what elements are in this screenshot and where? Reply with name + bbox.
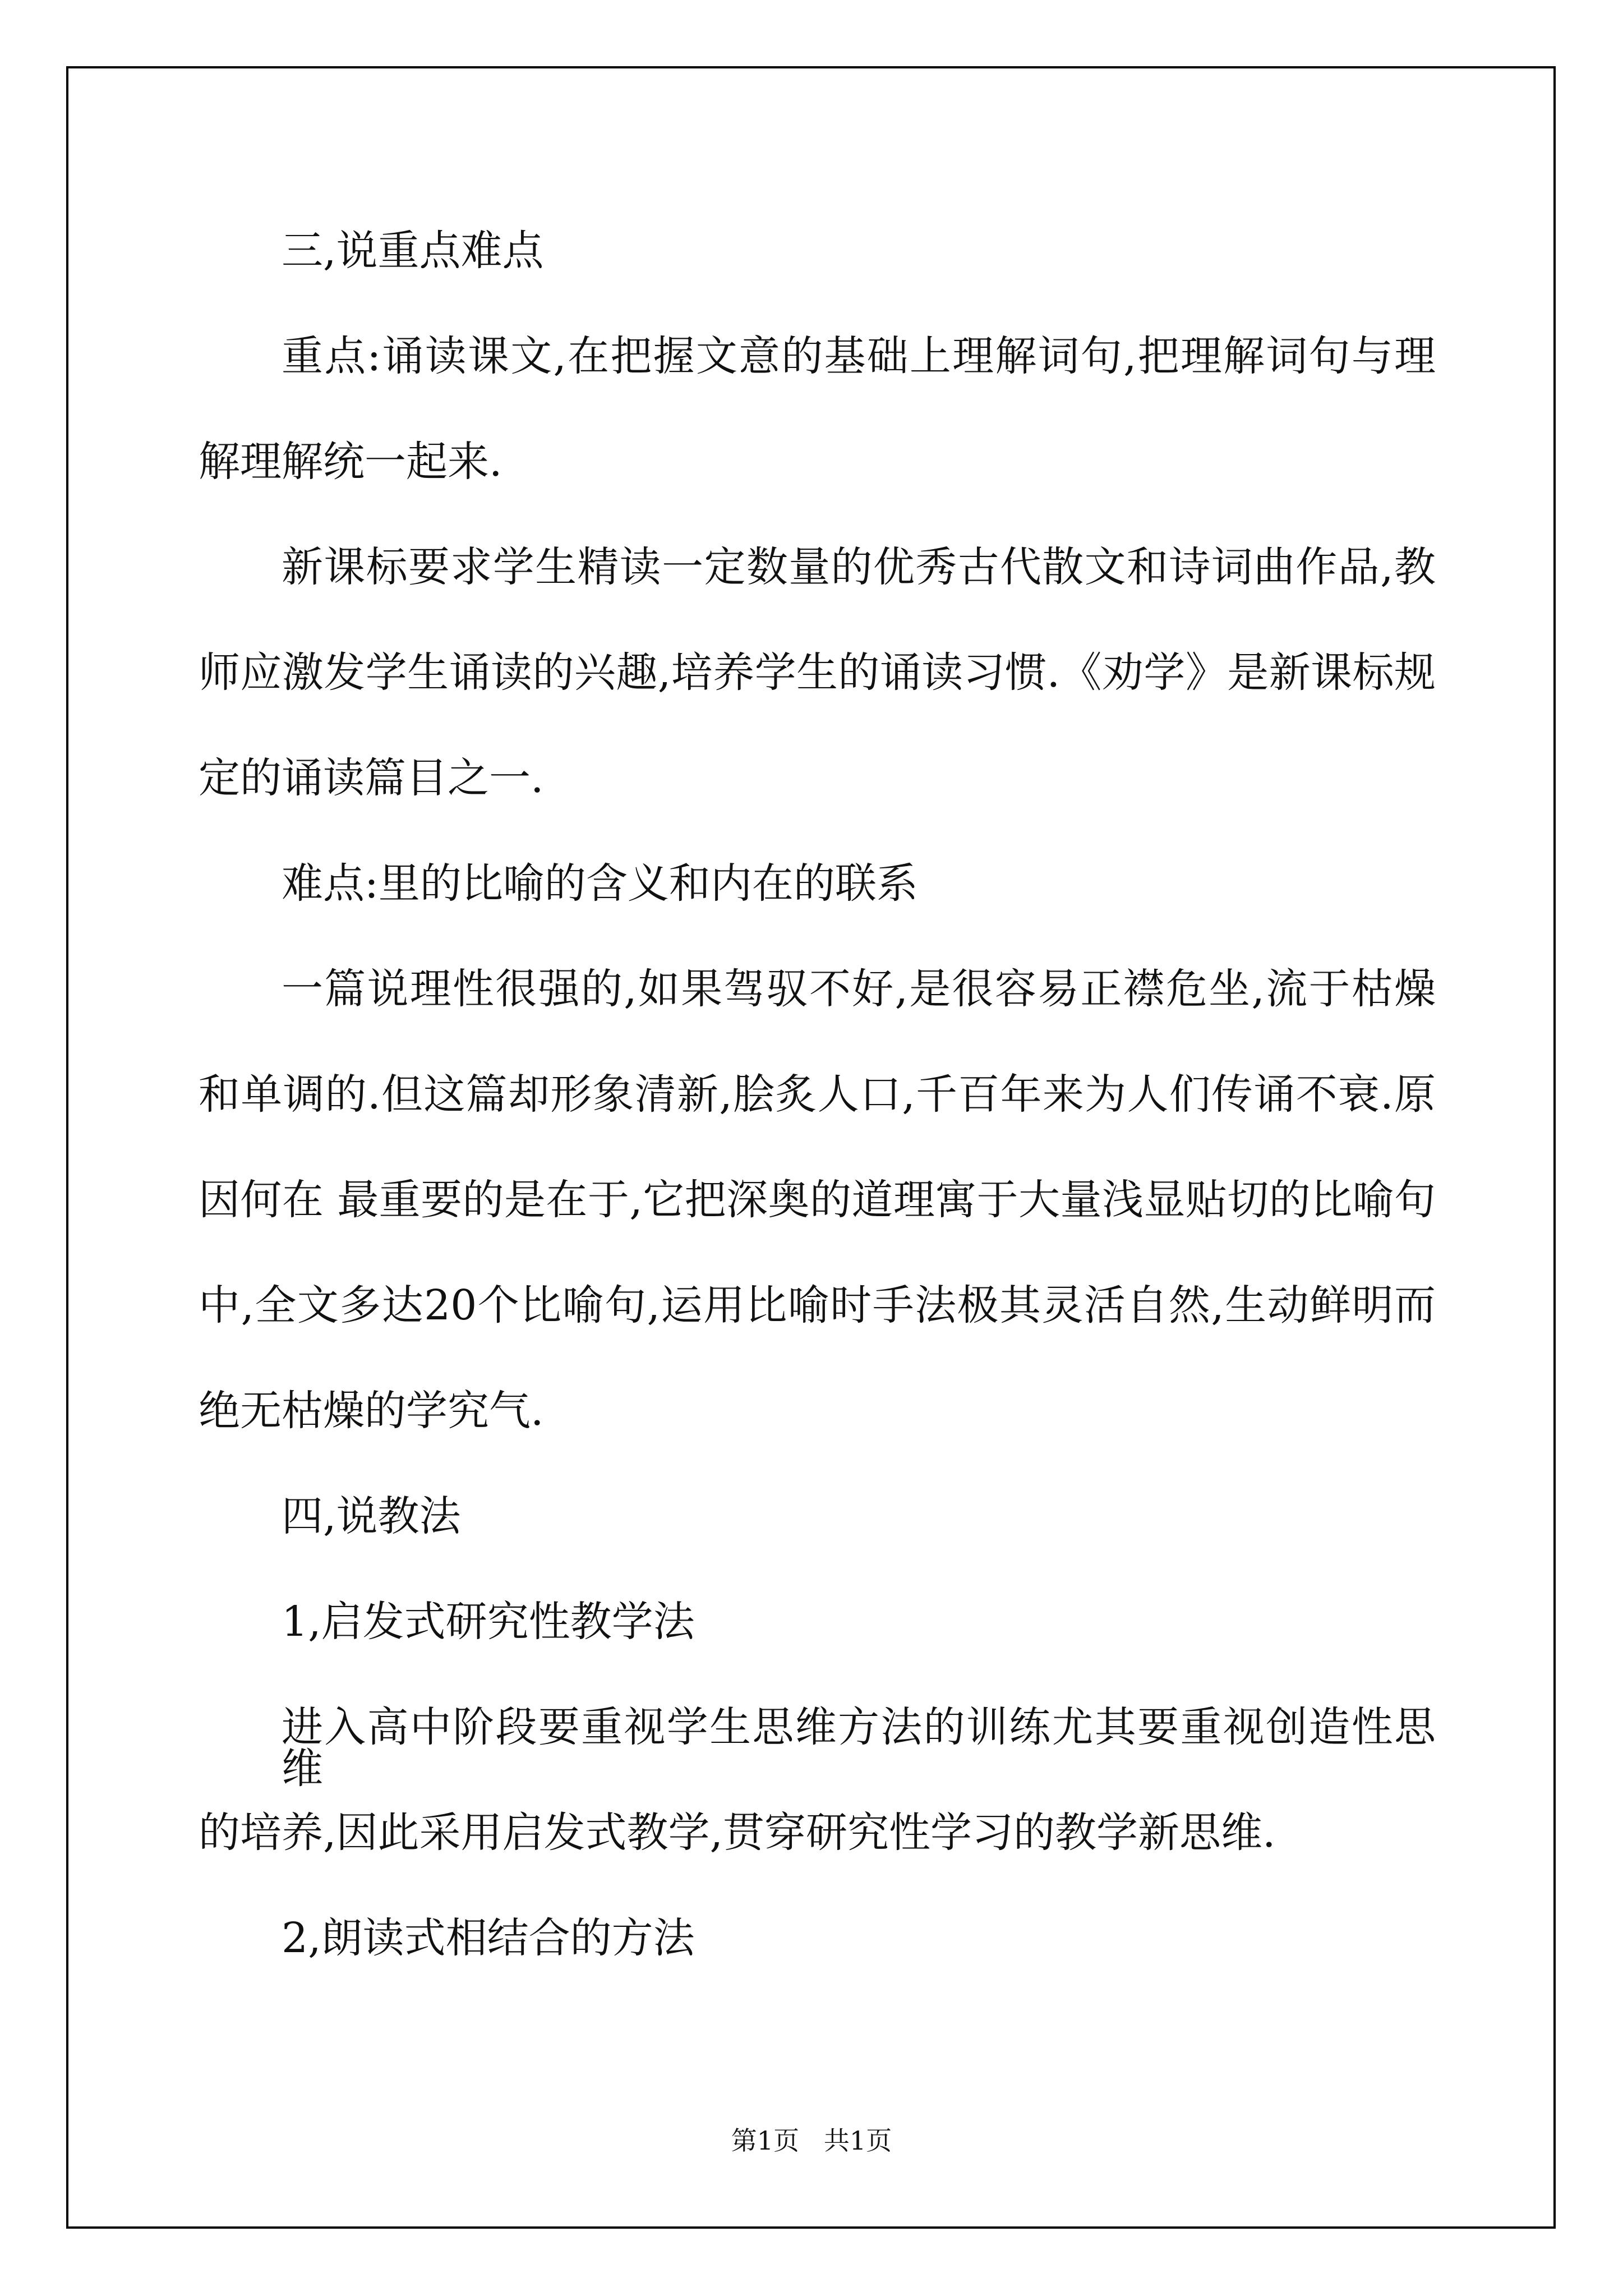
subsection-heading: 2,朗读式相结合的方法 [282, 1914, 695, 1962]
section-heading: 四,说教法 [282, 1492, 461, 1540]
page-border [66, 66, 1556, 2229]
paragraph-line: 绝无枯燥的学究气. [199, 1387, 544, 1435]
paragraph-line: 中,全文多达20个比喻句,运用比喻时手法极其灵活自然,生动鲜明而 [199, 1281, 1436, 1329]
paragraph-line: 难点:里的比喻的含义和内在的联系 [282, 859, 918, 908]
paragraph-line: 一篇说理性很强的,如果驾驭不好,是很容易正襟危坐,流于枯燥 [282, 965, 1436, 1013]
subsection-heading: 1,启发式研究性教学法 [282, 1598, 695, 1646]
section-heading: 三,说重点难点 [282, 227, 544, 275]
paragraph-line: 解理解统一起来. [199, 438, 502, 486]
page-footer: 第1页 共1页 [731, 2125, 892, 2156]
paragraph-line: 师应激发学生诵读的兴趣,培养学生的诵读习惯.《劝学》是新课标规 [199, 648, 1436, 697]
paragraph-line: 定的诵读篇目之一. [199, 754, 544, 802]
paragraph-line: 的培养,因此采用启发式教学,贯穿研究性学习的教学新思维. [199, 1809, 1276, 1857]
paragraph-line: 和单调的.但这篇却形象清新,脍炙人口,千百年来为人们传诵不衰.原 [199, 1070, 1436, 1119]
paragraph-line: 新课标要求学生精读一定数量的优秀古代散文和诗词曲作品,教 [282, 543, 1436, 591]
paragraph-line: 重点:诵读课文,在把握文意的基础上理解词句,把理解词句与理 [282, 332, 1436, 380]
paragraph-line: 进入高中阶段要重视学生思维方法的训练尤其要重视创造性思维 [282, 1703, 1436, 1793]
paragraph-line: 因何在 最重要的是在于,它把深奥的道理寓于大量浅显贴切的比喻句 [199, 1176, 1436, 1224]
